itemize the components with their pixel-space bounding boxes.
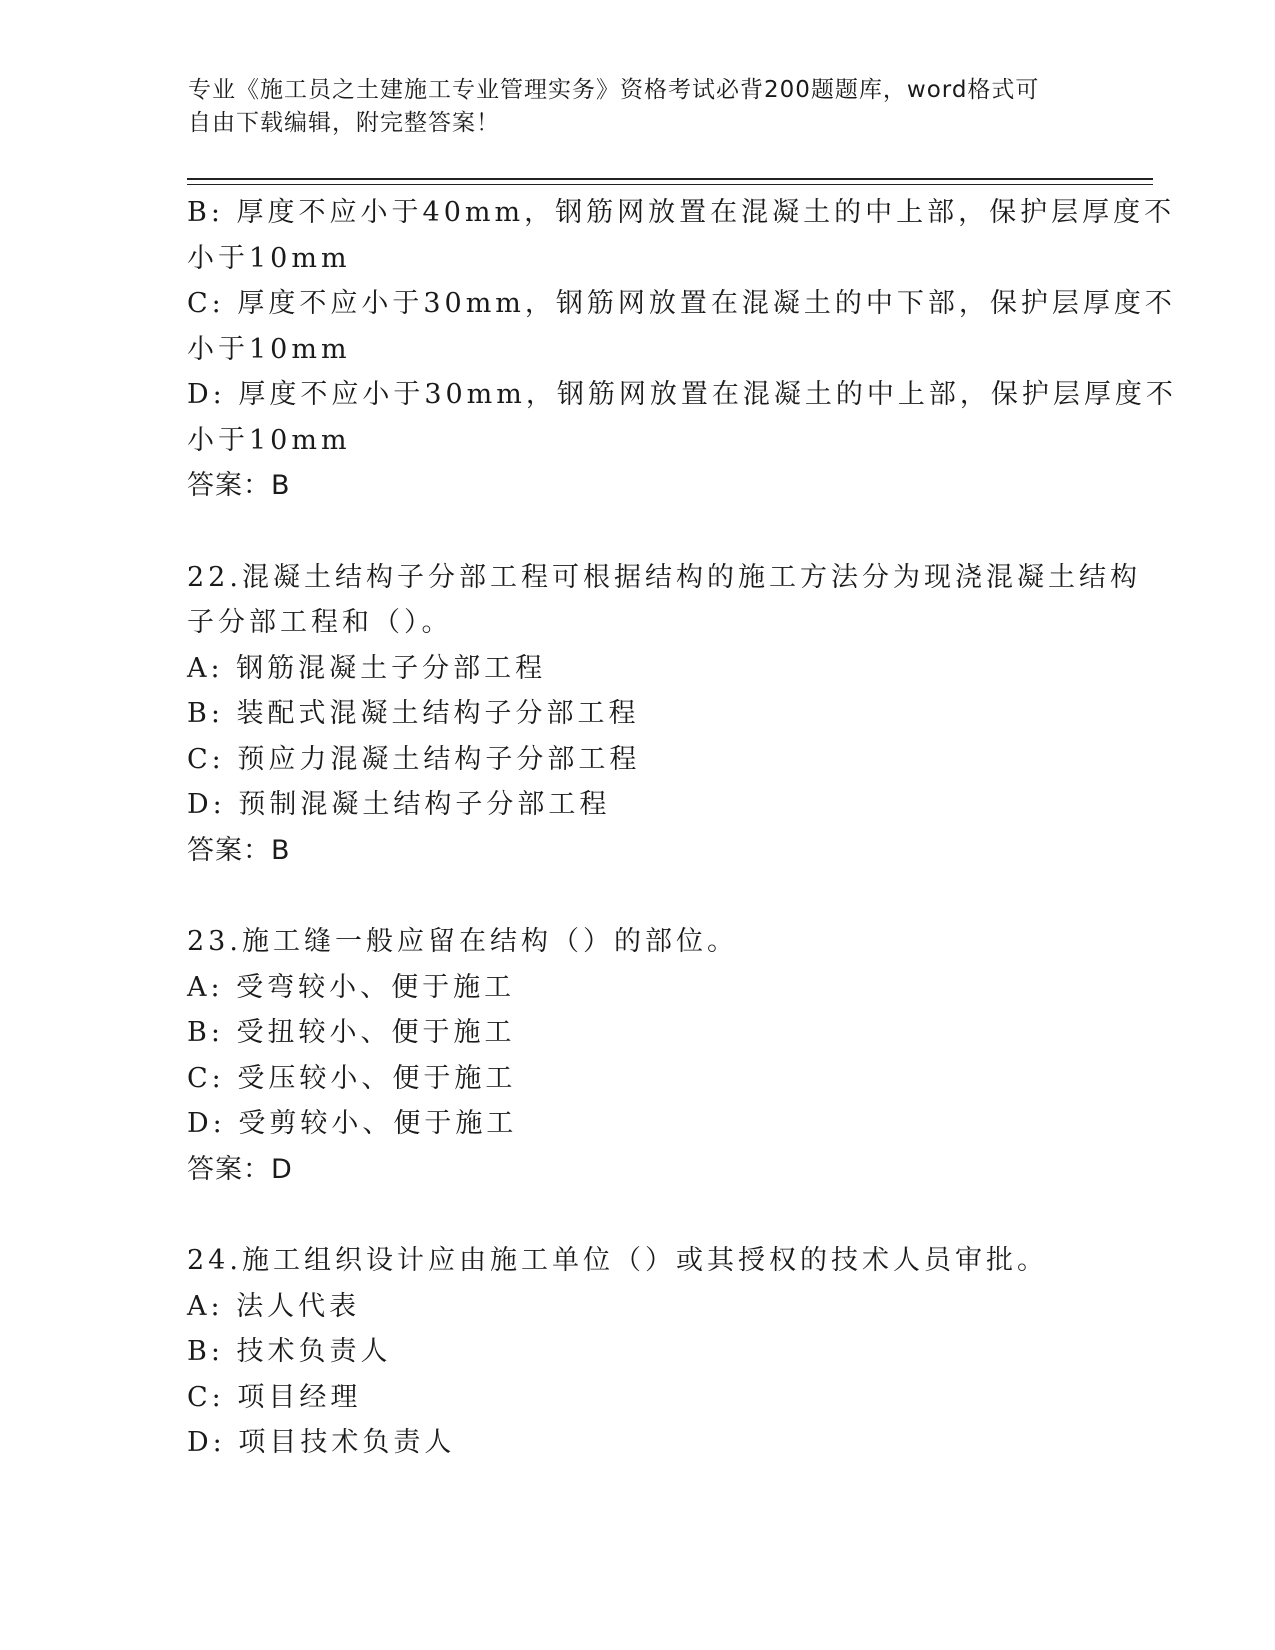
previous-question-continuation <box>187 190 1177 509</box>
header-line-2: 自由下载编辑，附完整答案！ <box>188 110 500 136</box>
answer-label: 答案：D <box>187 1153 293 1185</box>
option-c-line-2: 小于10mm <box>187 333 351 365</box>
option-c: C: 项目经理 <box>187 1381 362 1413</box>
option-a: A: 钢筋混凝土子分部工程 <box>187 652 547 684</box>
question-stem-line-2: 子分部工程和（）。 <box>187 607 453 638</box>
option-a: A: 受弯较小、便于施工 <box>187 971 516 1003</box>
header-divider-thick <box>187 178 1153 180</box>
answer-label: 答案：B <box>187 470 291 501</box>
option-d-line-2: 小于10mm <box>187 424 351 456</box>
option-c: C: 预应力混凝土结构子分部工程 <box>187 743 641 775</box>
option-b-line-1: B: 厚度不应小于40mm，钢筋网放置在混凝土的中上部，保护层厚度不 <box>187 197 1176 228</box>
header-divider-thin <box>187 184 1153 185</box>
option-a: A: 法人代表 <box>187 1290 361 1322</box>
option-c: C: 受压较小、便于施工 <box>187 1062 517 1094</box>
question-stem-line-1: 24.施工组织设计应由施工单位（）或其授权的技术人员审批。 <box>187 1245 1048 1276</box>
document-header <box>188 74 1088 140</box>
option-b: B: 技术负责人 <box>187 1336 392 1367</box>
question-stem-line-1: 22.混凝土结构子分部工程可根据结构的施工方法分为现浇混凝土结构 <box>187 561 1141 593</box>
question-22 <box>187 555 1141 874</box>
question-stem-line-1: 23.施工缝一般应留在结构（）的部位。 <box>187 926 738 957</box>
option-b: B: 装配式混凝土结构子分部工程 <box>187 698 640 729</box>
document-body <box>187 190 1177 1466</box>
question-24 <box>187 1238 1087 1466</box>
answer-label: 答案：B <box>187 834 291 866</box>
option-d: D: 受剪较小、便于施工 <box>187 1108 518 1139</box>
option-d: D: 预制混凝土结构子分部工程 <box>187 789 611 820</box>
option-d: D: 项目技术负责人 <box>187 1427 456 1458</box>
option-b-line-2: 小于10mm <box>187 242 351 274</box>
header-line-1: 专业《施工员之土建施工专业管理实务》资格考试必背200题题库，word格式可 <box>188 77 1040 103</box>
option-c-line-1: C: 厚度不应小于30mm，钢筋网放置在混凝土的中下部，保护层厚度不 <box>187 288 1176 319</box>
question-23 <box>187 919 1087 1192</box>
option-d-line-1: D: 厚度不应小于30mm，钢筋网放置在混凝土的中上部，保护层厚度不 <box>187 379 1177 410</box>
option-b: B: 受扭较小、便于施工 <box>187 1017 516 1048</box>
